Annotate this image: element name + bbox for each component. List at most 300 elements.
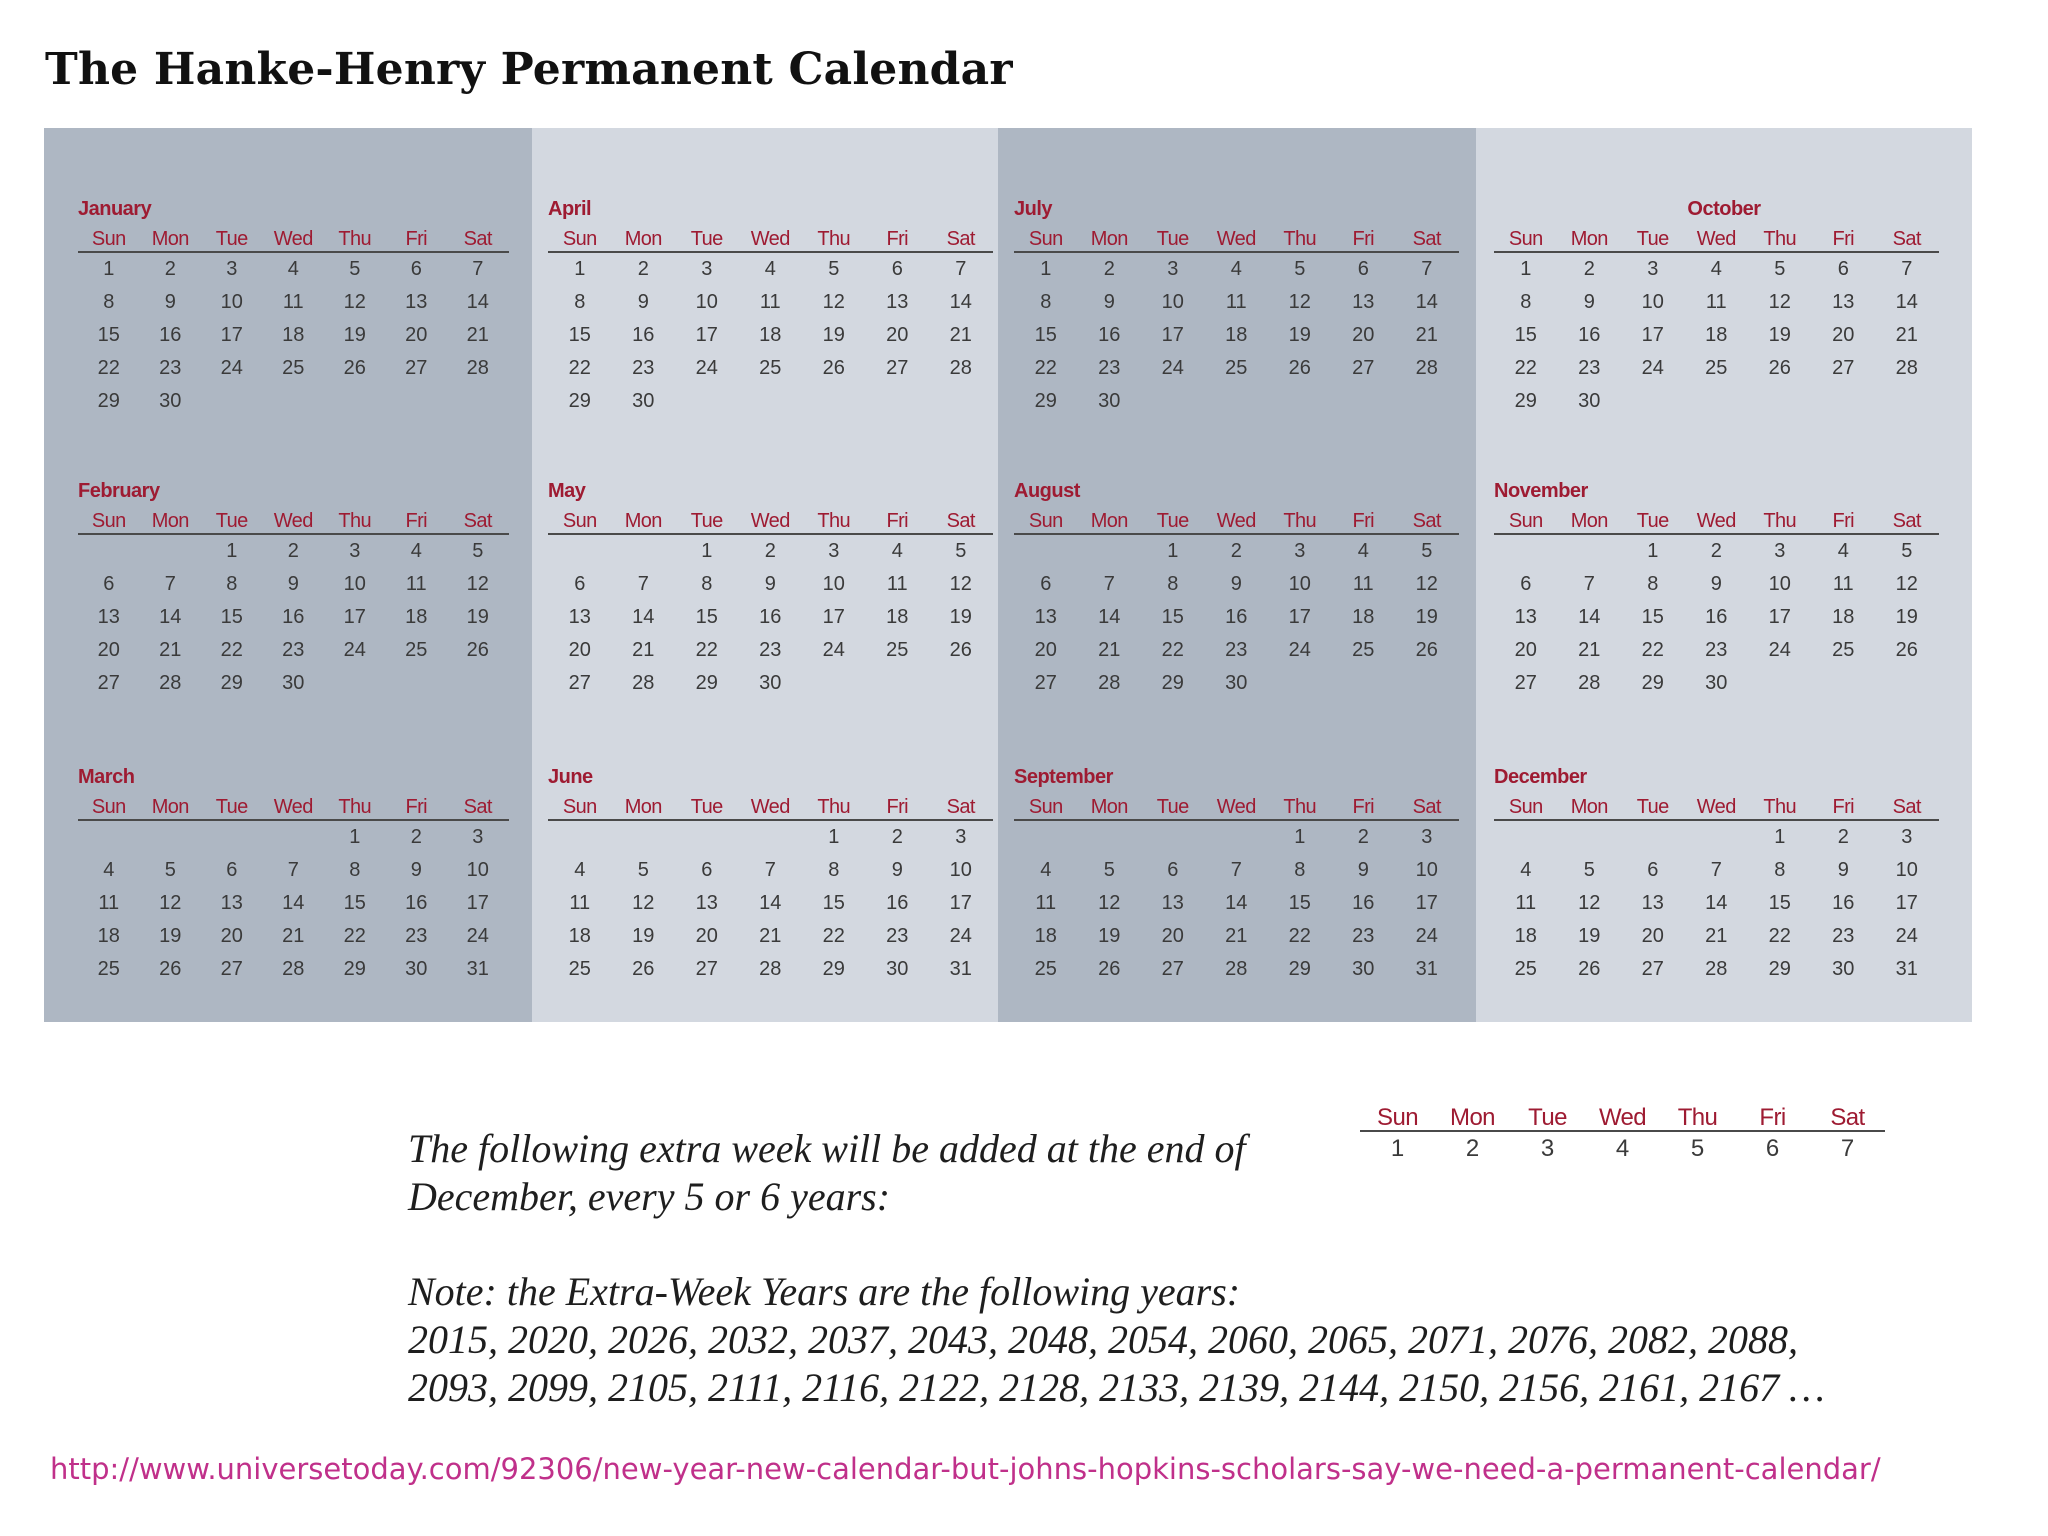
day-cell: 11 xyxy=(759,291,781,313)
day-cell: 26 xyxy=(822,357,845,379)
day-cell: 2 xyxy=(1230,540,1242,562)
day-cell xyxy=(1558,535,1622,568)
day-cell: 11 xyxy=(1352,573,1374,595)
day-cell: 28 xyxy=(1098,672,1121,694)
day-cell: 24 xyxy=(1288,639,1311,661)
day-cell: 20 xyxy=(1034,639,1057,661)
day-cell: 27 xyxy=(97,672,120,694)
day-cell: 25 xyxy=(886,639,909,661)
week-row xyxy=(1494,352,1939,385)
day-cell: 13 xyxy=(568,606,591,628)
day-cell: 7 xyxy=(764,859,776,881)
day-cell: 8 xyxy=(1040,291,1052,313)
day-cell xyxy=(201,821,263,854)
week-row xyxy=(1014,319,1459,352)
day-cell xyxy=(929,667,993,700)
day-cell: 1 xyxy=(1167,540,1179,562)
day-cell: 21 xyxy=(1225,925,1248,947)
day-cell: 20 xyxy=(1161,925,1184,947)
day-cell: 23 xyxy=(1832,925,1855,947)
day-header: Sun xyxy=(1028,796,1063,818)
day-header: Sun xyxy=(562,510,597,532)
day-header: Thu xyxy=(817,510,851,532)
day-cell: 17 xyxy=(1895,892,1918,914)
month-table xyxy=(548,509,993,700)
day-cell: 10 xyxy=(822,573,845,595)
day-cell xyxy=(386,385,448,418)
day-cell: 1 xyxy=(701,540,713,562)
day-cell: 13 xyxy=(97,606,120,628)
extra-day-cell: 6 xyxy=(1765,1135,1780,1162)
day-cell: 25 xyxy=(759,357,782,379)
day-header: Wed xyxy=(273,228,313,250)
day-cell: 19 xyxy=(1895,606,1918,628)
day-cell: 19 xyxy=(822,324,845,346)
day-header: Tue xyxy=(690,228,723,250)
day-cell: 6 xyxy=(891,258,903,280)
day-cell: 16 xyxy=(632,324,655,346)
day-cell: 4 xyxy=(410,540,422,562)
day-cell: 18 xyxy=(1034,925,1057,947)
day-cell xyxy=(263,821,325,854)
day-cell: 19 xyxy=(1415,606,1438,628)
day-cell: 14 xyxy=(466,291,489,313)
day-cell: 18 xyxy=(1514,925,1537,947)
day-cell: 24 xyxy=(1895,925,1918,947)
day-cell: 7 xyxy=(287,859,299,881)
day-cell: 27 xyxy=(1641,958,1664,980)
day-cell: 29 xyxy=(695,672,718,694)
week-row xyxy=(78,953,509,986)
day-cell: 29 xyxy=(1161,672,1184,694)
quarter-column-1 xyxy=(44,128,532,1022)
day-cell: 16 xyxy=(282,606,305,628)
day-cell xyxy=(1748,385,1812,418)
day-cell: 19 xyxy=(1578,925,1601,947)
day-cell: 29 xyxy=(568,390,591,412)
day-cell: 29 xyxy=(1034,390,1057,412)
extra-day-cell: 3 xyxy=(1540,1135,1555,1162)
day-cell: 17 xyxy=(1288,606,1311,628)
day-cell: 10 xyxy=(1161,291,1184,313)
week-row xyxy=(1014,634,1459,667)
day-cell: 14 xyxy=(159,606,182,628)
extra-week-calendar xyxy=(1360,1104,1885,1165)
week-row xyxy=(1014,535,1459,568)
month-name: February xyxy=(78,480,160,502)
week-row xyxy=(548,887,993,920)
day-cell xyxy=(739,385,803,418)
day-cell: 31 xyxy=(949,958,972,980)
day-cell: 8 xyxy=(828,859,840,881)
day-cell xyxy=(675,821,739,854)
month-name: November xyxy=(1494,480,1588,502)
day-header: Thu xyxy=(1283,510,1317,532)
day-cell: 7 xyxy=(955,258,967,280)
day-cell: 4 xyxy=(1357,540,1369,562)
day-cell xyxy=(1558,821,1622,854)
day-cell: 20 xyxy=(568,639,591,661)
day-header: Thu xyxy=(1763,796,1797,818)
day-cell: 8 xyxy=(1774,859,1786,881)
day-cell: 14 xyxy=(1225,892,1248,914)
day-cell: 25 xyxy=(1514,958,1537,980)
month-name: May xyxy=(548,480,586,502)
day-cell: 23 xyxy=(1705,639,1728,661)
day-cell: 24 xyxy=(1768,639,1791,661)
day-cell: 23 xyxy=(1352,925,1375,947)
day-cell: 2 xyxy=(164,258,176,280)
day-cell: 23 xyxy=(282,639,305,661)
day-cell: 27 xyxy=(1352,357,1375,379)
day-cell: 15 xyxy=(1288,892,1311,914)
day-cell: 31 xyxy=(1415,958,1438,980)
week-row xyxy=(548,319,993,352)
day-cell: 17 xyxy=(1641,324,1664,346)
day-cell: 22 xyxy=(1514,357,1537,379)
day-header: Wed xyxy=(750,796,790,818)
day-cell: 17 xyxy=(466,892,489,914)
day-cell xyxy=(1812,385,1876,418)
note-years-line-1: 2015, 2020, 2026, 2032, 2037, 2043, 2048, 2054, 2060, 2065, 2071, 2076, 2082, 2088, xyxy=(408,1317,1798,1362)
day-cell: 25 xyxy=(568,958,591,980)
day-cell: 5 xyxy=(955,540,967,562)
day-cell: 16 xyxy=(405,892,428,914)
day-header: Fri xyxy=(886,796,909,818)
day-cell: 6 xyxy=(226,859,238,881)
day-cell: 22 xyxy=(1768,925,1791,947)
extra-day-header: Thu xyxy=(1677,1104,1718,1131)
day-cell: 4 xyxy=(103,859,115,881)
day-cell: 28 xyxy=(1705,958,1728,980)
day-cell: 16 xyxy=(759,606,782,628)
day-cell: 6 xyxy=(1520,573,1532,595)
day-header: Mon xyxy=(1090,796,1128,818)
day-cell: 12 xyxy=(343,291,366,313)
day-cell: 11 xyxy=(1705,291,1727,313)
day-cell xyxy=(386,667,448,700)
day-cell: 1 xyxy=(349,826,361,848)
month-name: April xyxy=(548,198,592,220)
week-row xyxy=(1014,352,1459,385)
day-header: Sat xyxy=(946,228,975,250)
day-cell: 9 xyxy=(891,859,903,881)
day-header: Fri xyxy=(1832,228,1855,250)
day-cell xyxy=(201,385,263,418)
day-cell: 11 xyxy=(1035,892,1057,914)
month-name: December xyxy=(1494,766,1587,788)
day-cell: 20 xyxy=(1352,324,1375,346)
day-cell: 5 xyxy=(1294,258,1306,280)
day-cell: 20 xyxy=(1514,639,1537,661)
day-cell: 1 xyxy=(1520,258,1532,280)
day-cell: 1 xyxy=(1774,826,1786,848)
day-cell: 2 xyxy=(287,540,299,562)
day-cell: 30 xyxy=(632,390,655,412)
day-cell: 26 xyxy=(159,958,182,980)
day-cell: 6 xyxy=(574,573,586,595)
day-cell: 29 xyxy=(1514,390,1537,412)
day-cell: 12 xyxy=(632,892,655,914)
day-cell: 27 xyxy=(220,958,243,980)
month-name: March xyxy=(78,766,135,788)
day-header: Wed xyxy=(273,510,313,532)
week-row xyxy=(1494,634,1939,667)
day-cell: 29 xyxy=(1288,958,1311,980)
day-cell: 31 xyxy=(466,958,489,980)
note-years-line-2: 2093, 2099, 2105, 2111, 2116, 2122, 2128, 2133, 2139, 2144, 2150, 2156, 2161, 2167 … xyxy=(408,1365,1825,1410)
day-cell: 5 xyxy=(1421,540,1433,562)
day-header: Thu xyxy=(1763,228,1797,250)
day-cell: 3 xyxy=(349,540,361,562)
day-cell: 20 xyxy=(1641,925,1664,947)
week-row xyxy=(1494,920,1939,953)
day-cell: 9 xyxy=(1103,291,1115,313)
day-cell: 22 xyxy=(1161,639,1184,661)
quarter-column-3 xyxy=(998,128,1476,1022)
day-cell: 23 xyxy=(1225,639,1248,661)
month-table xyxy=(78,509,509,700)
day-cell: 30 xyxy=(1225,672,1248,694)
week-row xyxy=(548,920,993,953)
day-cell xyxy=(447,385,509,418)
day-cell: 30 xyxy=(405,958,428,980)
day-cell: 30 xyxy=(159,390,182,412)
day-cell: 10 xyxy=(1641,291,1664,313)
day-cell xyxy=(140,821,202,854)
week-row xyxy=(548,601,993,634)
day-cell: 17 xyxy=(1415,892,1438,914)
day-cell: 26 xyxy=(1895,639,1918,661)
day-header: Fri xyxy=(405,228,428,250)
day-cell: 9 xyxy=(637,291,649,313)
day-cell: 3 xyxy=(701,258,713,280)
day-cell xyxy=(1141,821,1205,854)
day-cell: 21 xyxy=(466,324,489,346)
day-cell: 3 xyxy=(1774,540,1786,562)
day-cell: 7 xyxy=(1230,859,1242,881)
day-cell: 8 xyxy=(226,573,238,595)
day-cell: 12 xyxy=(466,573,489,595)
day-cell: 22 xyxy=(97,357,120,379)
month-name: July xyxy=(1014,198,1053,220)
day-cell: 18 xyxy=(1832,606,1855,628)
week-row xyxy=(78,352,509,385)
day-header: Wed xyxy=(1696,228,1736,250)
week-row xyxy=(1014,953,1459,986)
day-cell: 4 xyxy=(287,258,299,280)
day-cell: 11 xyxy=(1225,291,1247,313)
day-cell: 19 xyxy=(1768,324,1791,346)
day-cell: 14 xyxy=(1098,606,1121,628)
day-cell: 14 xyxy=(1705,892,1728,914)
day-cell: 18 xyxy=(282,324,305,346)
day-cell: 5 xyxy=(1774,258,1786,280)
day-cell: 7 xyxy=(1421,258,1433,280)
week-row xyxy=(78,920,509,953)
day-cell: 8 xyxy=(1167,573,1179,595)
day-cell xyxy=(1685,385,1749,418)
day-cell: 10 xyxy=(949,859,972,881)
day-cell: 24 xyxy=(220,357,243,379)
day-cell: 11 xyxy=(405,573,427,595)
day-cell: 29 xyxy=(822,958,845,980)
week-row xyxy=(78,821,509,854)
day-header: Sat xyxy=(463,796,492,818)
day-cell: 22 xyxy=(1641,639,1664,661)
day-header-row xyxy=(548,227,993,253)
week-row xyxy=(78,286,509,319)
day-cell xyxy=(548,821,612,854)
day-header: Sat xyxy=(1412,228,1441,250)
day-cell: 5 xyxy=(1103,859,1115,881)
day-cell xyxy=(1812,667,1876,700)
day-cell: 10 xyxy=(220,291,243,313)
day-cell: 27 xyxy=(886,357,909,379)
week-row xyxy=(548,352,993,385)
extra-day-header: Sat xyxy=(1830,1104,1865,1131)
week-row xyxy=(1014,887,1459,920)
day-cell xyxy=(612,821,676,854)
day-cell: 14 xyxy=(759,892,782,914)
day-cell: 15 xyxy=(97,324,120,346)
week-row xyxy=(548,854,993,887)
day-cell xyxy=(866,385,930,418)
day-cell: 6 xyxy=(1167,859,1179,881)
day-cell: 9 xyxy=(1357,859,1369,881)
day-cell: 15 xyxy=(822,892,845,914)
day-cell xyxy=(1205,821,1269,854)
day-cell: 24 xyxy=(1161,357,1184,379)
day-cell: 1 xyxy=(103,258,115,280)
day-header: Fri xyxy=(1832,510,1855,532)
day-cell: 10 xyxy=(1768,573,1791,595)
day-cell: 16 xyxy=(1578,324,1601,346)
day-cell: 9 xyxy=(410,859,422,881)
day-cell: 3 xyxy=(472,826,484,848)
day-cell: 15 xyxy=(1641,606,1664,628)
day-cell: 6 xyxy=(1647,859,1659,881)
day-cell: 18 xyxy=(886,606,909,628)
day-cell: 22 xyxy=(822,925,845,947)
day-header: Tue xyxy=(690,796,723,818)
day-cell: 30 xyxy=(1098,390,1121,412)
day-cell: 18 xyxy=(759,324,782,346)
week-row xyxy=(1494,667,1939,700)
week-row xyxy=(1014,385,1459,418)
day-cell: 15 xyxy=(695,606,718,628)
day-cell: 4 xyxy=(1230,258,1242,280)
day-cell xyxy=(78,821,140,854)
month-name: September xyxy=(1014,766,1113,788)
day-cell: 8 xyxy=(701,573,713,595)
day-cell: 25 xyxy=(1034,958,1057,980)
day-cell xyxy=(1205,385,1269,418)
day-cell: 21 xyxy=(159,639,182,661)
day-cell: 7 xyxy=(1583,573,1595,595)
day-cell: 21 xyxy=(949,324,972,346)
day-cell: 27 xyxy=(568,672,591,694)
day-cell xyxy=(1141,385,1205,418)
quarter-column-2 xyxy=(532,128,998,1022)
day-cell: 17 xyxy=(949,892,972,914)
day-cell: 24 xyxy=(695,357,718,379)
day-cell: 26 xyxy=(466,639,489,661)
day-cell xyxy=(929,385,993,418)
day-cell xyxy=(78,535,140,568)
day-cell: 12 xyxy=(949,573,972,595)
day-cell: 15 xyxy=(1161,606,1184,628)
day-cell: 21 xyxy=(1705,925,1728,947)
day-cell: 28 xyxy=(159,672,182,694)
day-header: Thu xyxy=(1283,796,1317,818)
day-cell: 26 xyxy=(949,639,972,661)
day-cell: 5 xyxy=(472,540,484,562)
extra-day-cell: 7 xyxy=(1840,1135,1855,1162)
day-cell: 16 xyxy=(1225,606,1248,628)
day-cell: 27 xyxy=(1514,672,1537,694)
day-header-row xyxy=(1494,227,1939,253)
week-row xyxy=(1494,319,1939,352)
day-cell: 10 xyxy=(343,573,366,595)
source-link[interactable]: http://www.universetoday.com/92306/new-year-new-calendar-but-johns-hopkins-scholars-say-we-need-a-permanent-calendar/ xyxy=(50,1452,1881,1486)
day-cell: 27 xyxy=(695,958,718,980)
day-cell: 19 xyxy=(343,324,366,346)
day-cell: 29 xyxy=(97,390,120,412)
day-cell xyxy=(548,535,612,568)
day-header: Sun xyxy=(1508,796,1543,818)
day-cell: 14 xyxy=(949,291,972,313)
day-cell: 15 xyxy=(1514,324,1537,346)
day-cell xyxy=(1494,535,1558,568)
day-header: Sat xyxy=(463,510,492,532)
day-cell: 18 xyxy=(568,925,591,947)
day-cell: 17 xyxy=(695,324,718,346)
day-cell: 3 xyxy=(1421,826,1433,848)
day-cell: 12 xyxy=(1895,573,1918,595)
week-row xyxy=(1014,920,1459,953)
day-cell: 28 xyxy=(949,357,972,379)
day-cell: 1 xyxy=(828,826,840,848)
day-cell: 28 xyxy=(1415,357,1438,379)
day-cell: 5 xyxy=(1583,859,1595,881)
day-cell xyxy=(1395,385,1459,418)
day-cell: 14 xyxy=(282,892,305,914)
day-cell xyxy=(866,667,930,700)
day-cell: 20 xyxy=(405,324,428,346)
week-row xyxy=(548,953,993,986)
day-header: Fri xyxy=(1352,510,1375,532)
week-row xyxy=(78,385,509,418)
day-cell xyxy=(324,385,386,418)
day-header: Mon xyxy=(1570,510,1608,532)
week-row xyxy=(548,535,993,568)
extra-week-years-note xyxy=(408,1268,1968,1412)
day-header: Mon xyxy=(1570,796,1608,818)
month-table xyxy=(1014,509,1459,700)
day-cell: 4 xyxy=(1710,258,1722,280)
week-row xyxy=(548,634,993,667)
day-cell: 15 xyxy=(1768,892,1791,914)
day-cell: 21 xyxy=(1098,639,1121,661)
day-cell xyxy=(1332,385,1396,418)
quarter-column-4 xyxy=(1476,128,1972,1022)
month-table xyxy=(78,227,509,418)
week-row xyxy=(78,601,509,634)
day-header: Tue xyxy=(1156,796,1189,818)
day-cell: 18 xyxy=(1225,324,1248,346)
week-row xyxy=(548,568,993,601)
